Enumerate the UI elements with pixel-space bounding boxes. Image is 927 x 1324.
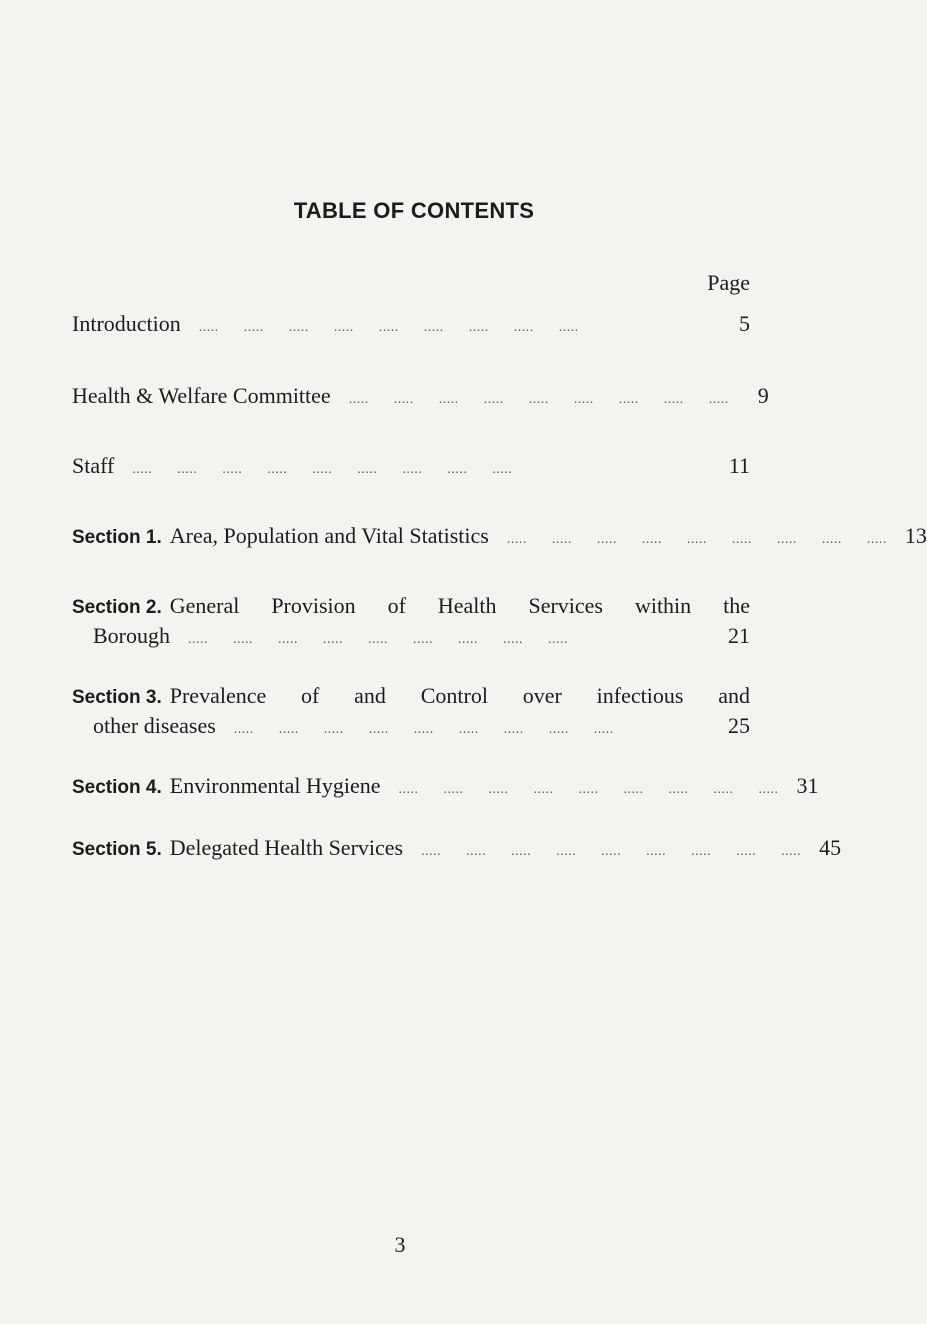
entry-page-number: 21: [728, 623, 750, 648]
dot-leader: ..... ..... ..... ..... ..... ..... ..... ..... .....: [506, 532, 887, 547]
toc-entry-introduction[interactable]: [72, 310, 750, 342]
entry-label: Environmental Hygiene: [169, 773, 381, 798]
entry-label-word: Prevalence: [169, 683, 267, 708]
toc-entry-health-welfare-committee[interactable]: [72, 382, 769, 414]
toc-entry-section-5[interactable]: [72, 834, 842, 866]
entry-label-word: infectious: [596, 683, 684, 708]
entry-page-number: 13: [904, 523, 927, 548]
entry-label-word: Control: [420, 683, 488, 708]
entry-label-line1: [170, 592, 750, 620]
entry-page-number: 45: [819, 835, 842, 860]
entry-label-word: the: [723, 593, 750, 618]
entry-label-word: Health: [437, 593, 497, 618]
folio-page-number: 3: [394, 1232, 406, 1257]
dot-leader: ..... ..... ..... ..... ..... ..... ..... ..... .....: [188, 632, 568, 647]
entry-label-word: Services: [528, 593, 603, 618]
dot-leader: ..... ..... ..... ..... ..... ..... ..... ..... .....: [348, 392, 729, 407]
entry-label-line2: other diseases: [93, 713, 216, 738]
section-number: Section 4.: [72, 777, 162, 798]
toc-entry-section-3[interactable]: [72, 682, 750, 744]
dot-leader: ..... ..... ..... ..... ..... ..... ..... ..... .....: [398, 782, 779, 797]
section-number: Section 5.: [72, 839, 162, 860]
dot-leader: ..... ..... ..... ..... ..... ..... ..... ..... .....: [198, 320, 579, 335]
entry-label-word: over: [522, 683, 562, 708]
dot-leader: ..... ..... ..... ..... ..... ..... ..... ..... .....: [233, 722, 614, 737]
dot-leader: ..... ..... ..... ..... ..... ..... ..... ..... .....: [421, 844, 802, 859]
dot-leader: ..... ..... ..... ..... ..... ..... ..... ..... .....: [132, 462, 513, 477]
entry-label-line1: [170, 682, 750, 710]
toc-title: TABLE OF CONTENTS: [293, 198, 535, 223]
entry-label-word: and: [354, 683, 386, 708]
section-number: Section 2.: [72, 597, 162, 618]
entry-label-word: of: [301, 683, 320, 708]
entry-label: Staff: [72, 453, 115, 478]
entry-label: Area, Population and Vital Statistics: [169, 523, 489, 548]
toc-entry-section-1[interactable]: [72, 522, 927, 554]
entry-label-word: within: [634, 593, 692, 618]
section-number: Section 3.: [72, 687, 162, 708]
toc-entry-section-4[interactable]: [72, 772, 819, 804]
page-column-header: Page: [707, 270, 750, 295]
entry-page-number: 9: [757, 383, 769, 408]
entry-label: Introduction: [72, 311, 181, 336]
entry-label-word: of: [387, 593, 406, 618]
entry-label-word: and: [718, 683, 750, 708]
entry-page-number: 11: [728, 453, 750, 478]
entry-page-number: 31: [796, 773, 819, 798]
entry-label-word: Provision: [271, 593, 356, 618]
section-number: Section 1.: [72, 527, 162, 548]
toc-entry-staff[interactable]: [72, 452, 750, 484]
entry-page-number: 5: [739, 311, 750, 336]
entry-label: Health & Welfare Committee: [72, 383, 331, 408]
entry-label-word: General: [169, 593, 240, 618]
entry-label-line2: Borough: [93, 623, 170, 648]
entry-page-number: 25: [728, 713, 750, 738]
toc-entry-section-2[interactable]: [72, 592, 750, 654]
entry-label: Delegated Health Services: [169, 835, 404, 860]
